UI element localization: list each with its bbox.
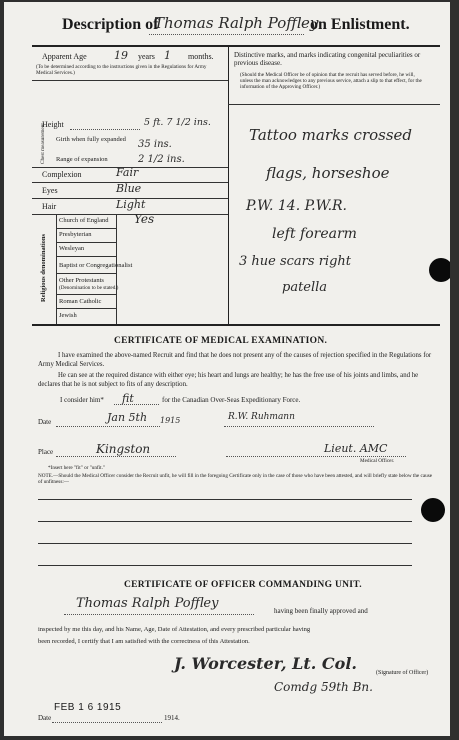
religion-other-protestants: Other Protestants: [59, 277, 104, 284]
medical-officer-title: Lieut. AMC: [324, 442, 388, 455]
girth-label: Girth when fully expanded: [56, 136, 126, 143]
consider-suffix: for the Canadian Over-Seas Expeditionary Force.: [162, 396, 301, 404]
age-note: (To be determined according to the instructions given in the Regulations for Army Medical Services.): [36, 64, 207, 76]
religion-baptist: Baptist or Congregationalist: [59, 262, 133, 269]
height-value: 5 ft. 7 1/2 ins.: [144, 117, 211, 128]
medical-footnote-2: NOTE.—Should the Medical Officer consider the Recruit unfit, he will fill in the foregoing Certificate only in the case of those who have been attested, and will briefly state below the cause of unfitness:—: [38, 473, 433, 485]
medical-para-2: He can see at the required distance with either eye; his heart and lungs are healthy; he has the free use of his joints and limbs, and he declares that he is not subject to fits of any description.: [38, 372, 419, 388]
marks-line-5: 3 hue scars right: [239, 254, 351, 269]
distinctive-marks-heading: Distinctive marks, and marks indicating congenital peculiarities or previous disease.: [234, 51, 421, 67]
marks-line-4: left forearm: [272, 226, 357, 242]
officer-date-label: Date: [38, 714, 52, 722]
attestation-sheet: [4, 2, 450, 736]
recruit-name: Thomas Ralph Poffley: [154, 14, 319, 32]
apparent-age-label: Apparent Age: [42, 52, 87, 61]
marks-line-1: Tattoo marks crossed: [249, 126, 413, 144]
medical-place-value: Kingston: [96, 442, 151, 456]
years-label: years: [138, 52, 155, 61]
distinctive-marks-note: (Should the Medical Officer be of opinion that the recruit has served before, he will, unless the man acknowledges to any previous service, attach a slip to that effect, for the information of the Approving Officer.): [240, 72, 422, 90]
hair-value: Light: [116, 198, 146, 211]
eyes-value: Blue: [116, 182, 142, 195]
medical-date-value: Jan 5th: [107, 411, 148, 424]
medical-signature: R.W. Ruhmann: [228, 412, 295, 422]
religion-mark: Yes: [134, 212, 155, 226]
religion-church-of-england: Church of England: [59, 217, 109, 224]
religions-label: Religious denominations: [40, 233, 47, 302]
complexion-value: Fair: [116, 166, 139, 179]
chest-label: Chest measurement: [40, 123, 46, 164]
apparent-age-months: 1: [164, 49, 171, 62]
eyes-label: Eyes: [42, 186, 58, 195]
officer-year-printed: 1914.: [164, 714, 180, 722]
religion-wesleyan: Wesleyan: [59, 245, 85, 252]
religion-presbyterian: Presbyterian: [59, 231, 92, 238]
height-label: Height: [42, 120, 64, 129]
medical-date-label: Date: [38, 418, 52, 426]
punch-hole-bottom: [421, 498, 445, 522]
religion-jewish: Jewish: [59, 312, 77, 319]
description-title: Description of: [62, 16, 159, 33]
consider-prefix: I consider him*: [60, 396, 104, 404]
column-divider: [228, 46, 229, 324]
apparent-age-years: 19: [114, 49, 128, 62]
range-value: 2 1/2 ins.: [138, 154, 185, 165]
marks-line-2: flags, horseshoe: [266, 164, 390, 182]
months-label: months.: [188, 52, 214, 61]
officer-certificate-title: CERTIFICATE OF OFFICER COMMANDING UNIT.: [124, 580, 362, 590]
officer-recruit-name: Thomas Ralph Poffley: [76, 596, 219, 611]
religion-roman-catholic: Roman Catholic: [59, 298, 102, 305]
consider-value: fit: [122, 392, 134, 405]
description-title-suffix: on Enlistment.: [310, 16, 410, 33]
date-stamp: FEB 1 6 1915: [54, 702, 122, 713]
marks-line-3: P.W. 14. P.W.R.: [246, 198, 348, 214]
other-protestants-note: (Denomination to be stated.): [59, 285, 119, 291]
medical-year: 1915: [160, 416, 181, 425]
medical-certificate-title: CERTIFICATE OF MEDICAL EXAMINATION.: [114, 336, 328, 346]
medical-footnote-1: *Insert here "fit" or "unfit.": [48, 465, 106, 471]
complexion-label: Complexion: [42, 170, 82, 179]
girth-value: 35 ins.: [138, 139, 172, 150]
officer-signature: J. Worcester, Lt. Col.: [174, 654, 357, 673]
officer-line-3: been recorded, I certify that I am satisfied with the correctness of this Attestation.: [38, 638, 250, 645]
marks-line-6: patella: [282, 280, 328, 295]
medical-place-label: Place: [38, 448, 54, 456]
officer-signature-label: (Signature of Officer): [376, 670, 429, 676]
medical-officer-label: Medical Officer.: [360, 458, 395, 464]
hair-label: Hair: [42, 202, 57, 211]
range-label: Range of expansion: [56, 156, 108, 163]
punch-hole-top: [429, 258, 450, 282]
officer-unit: Comdg 59th Bn.: [274, 680, 373, 694]
officer-line-2: inspected by me this day, and his Name, Age, Date of Attestation, and every prescribed particular having: [38, 626, 311, 633]
medical-para-1: I have examined the above-named Recruit and find that he does not present any of the causes of rejection specified in the Regulations for Army Medical Services.: [38, 352, 432, 368]
officer-line-1-suffix: having been finally approved and: [274, 607, 368, 615]
